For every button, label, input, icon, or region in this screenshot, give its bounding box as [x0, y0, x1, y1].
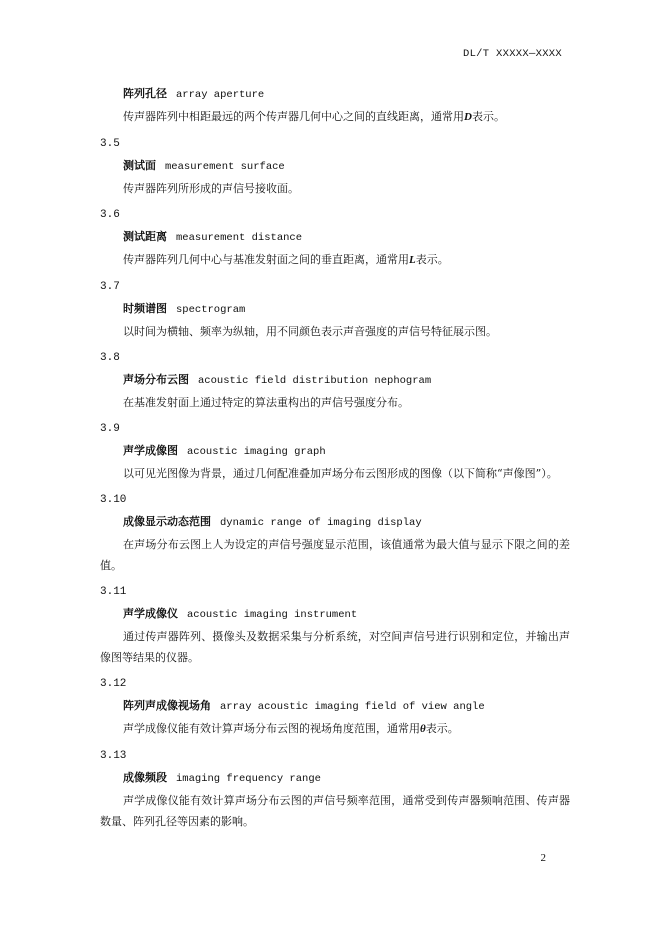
term-english: acoustic imaging instrument	[187, 609, 358, 621]
term-english: imaging frequency range	[176, 773, 321, 785]
term-definition	[100, 790, 570, 832]
term-heading	[123, 154, 570, 178]
clause-number: 3.8	[100, 352, 120, 364]
term-entry	[100, 346, 570, 417]
term-chinese: 测试面	[123, 159, 156, 172]
clause-number: 3.9	[100, 423, 120, 435]
definition-text: 声学成像仪能有效计算声场分布云图的声信号频率范围，通常受到传声器频响范围、传声器数量、阵列孔径等因素的影响。	[100, 794, 570, 828]
header-rule	[100, 64, 562, 65]
term-heading	[123, 510, 570, 534]
definition-text: 在基准发射面上通过特定的算法重构出的声信号强度分布。	[123, 396, 409, 409]
clause-number: 3.5	[100, 138, 120, 150]
term-english: array acoustic imaging field of view angle	[220, 701, 485, 713]
term-entry	[100, 82, 570, 132]
term-english: array aperture	[176, 89, 265, 101]
definition-text-tail: 表示。	[425, 722, 459, 735]
definition-text: 以可见光图像为背景，通过几何配准叠加声场分布云图形成的图像（以下简称“声像图”）。	[123, 467, 558, 480]
term-entry	[100, 417, 570, 488]
term-heading	[123, 297, 570, 321]
clause-number: 3.13	[100, 750, 127, 762]
term-chinese: 声学成像仪	[123, 607, 178, 620]
term-definition	[100, 626, 570, 668]
clause-number: 3.7	[100, 281, 120, 293]
symbol-variable: θ	[420, 723, 426, 735]
term-english: spectrogram	[176, 304, 246, 316]
term-english: dynamic range of imaging display	[220, 517, 422, 529]
clause-number: 3.10	[100, 494, 127, 506]
term-heading	[123, 368, 570, 392]
term-entry	[100, 275, 570, 346]
definition-text: 通过传声器阵列、摄像头及数据采集与分析系统，对空间声信号进行识别和定位，并输出声像图等结果的仪器。	[100, 630, 570, 664]
definition-text-tail: 表示。	[471, 110, 505, 123]
terms-section	[100, 82, 570, 836]
term-definition	[100, 178, 570, 199]
term-english: measurement surface	[165, 161, 285, 173]
term-english: acoustic field distribution nephogram	[198, 375, 432, 387]
term-entry	[100, 744, 570, 836]
page-number: 2	[540, 852, 546, 864]
term-definition	[100, 106, 570, 128]
term-chinese: 声场分布云图	[123, 373, 189, 386]
term-definition	[100, 534, 570, 576]
term-chinese: 成像显示动态范围	[123, 515, 211, 528]
term-english: acoustic imaging graph	[187, 446, 326, 458]
spacer	[100, 832, 570, 836]
term-heading	[123, 694, 570, 718]
term-heading	[123, 439, 570, 463]
document-code-header: DL/T XXXXX—XXXX	[462, 48, 562, 60]
term-chinese: 测试距离	[123, 230, 167, 243]
term-heading	[123, 225, 570, 249]
term-definition	[100, 392, 570, 413]
term-chinese: 声学成像图	[123, 444, 178, 457]
term-chinese: 阵列孔径	[123, 87, 167, 100]
term-entry	[100, 672, 570, 744]
definition-text: 传声器阵列所形成的声信号接收面。	[123, 182, 299, 195]
definition-text: 以时间为横轴、频率为纵轴，用不同颜色表示声音强度的声信号特征展示图。	[123, 325, 497, 338]
clause-number: 3.6	[100, 209, 120, 221]
term-chinese: 成像频段	[123, 771, 167, 784]
clause-number: 3.12	[100, 678, 127, 690]
term-heading	[123, 82, 570, 106]
term-definition	[100, 249, 570, 271]
symbol-variable: L	[409, 254, 416, 266]
definition-text: 传声器阵列中相距最远的两个传声器几何中心之间的直线距离，通常用	[123, 110, 464, 123]
symbol-variable: D	[464, 111, 472, 123]
term-definition	[100, 321, 570, 342]
definition-text: 在声场分布云图上人为设定的声信号强度显示范围，该值通常为最大值与显示下限之间的差值。	[100, 538, 570, 572]
definition-text-tail: 表示。	[415, 253, 449, 266]
clause-number: 3.11	[100, 586, 127, 598]
term-entry	[100, 132, 570, 203]
term-definition	[100, 463, 570, 484]
term-entry	[100, 580, 570, 672]
term-chinese: 时频谱图	[123, 302, 167, 315]
term-entry	[100, 203, 570, 275]
term-definition	[100, 718, 570, 740]
term-heading	[123, 766, 570, 790]
term-english: measurement distance	[176, 232, 303, 244]
term-chinese: 阵列声成像视场角	[123, 699, 211, 712]
term-heading	[123, 602, 570, 626]
definition-text: 传声器阵列几何中心与基准发射面之间的垂直距离，通常用	[123, 253, 409, 266]
definition-text: 声学成像仪能有效计算声场分布云图的视场角度范围，通常用	[123, 722, 420, 735]
term-entry	[100, 488, 570, 580]
